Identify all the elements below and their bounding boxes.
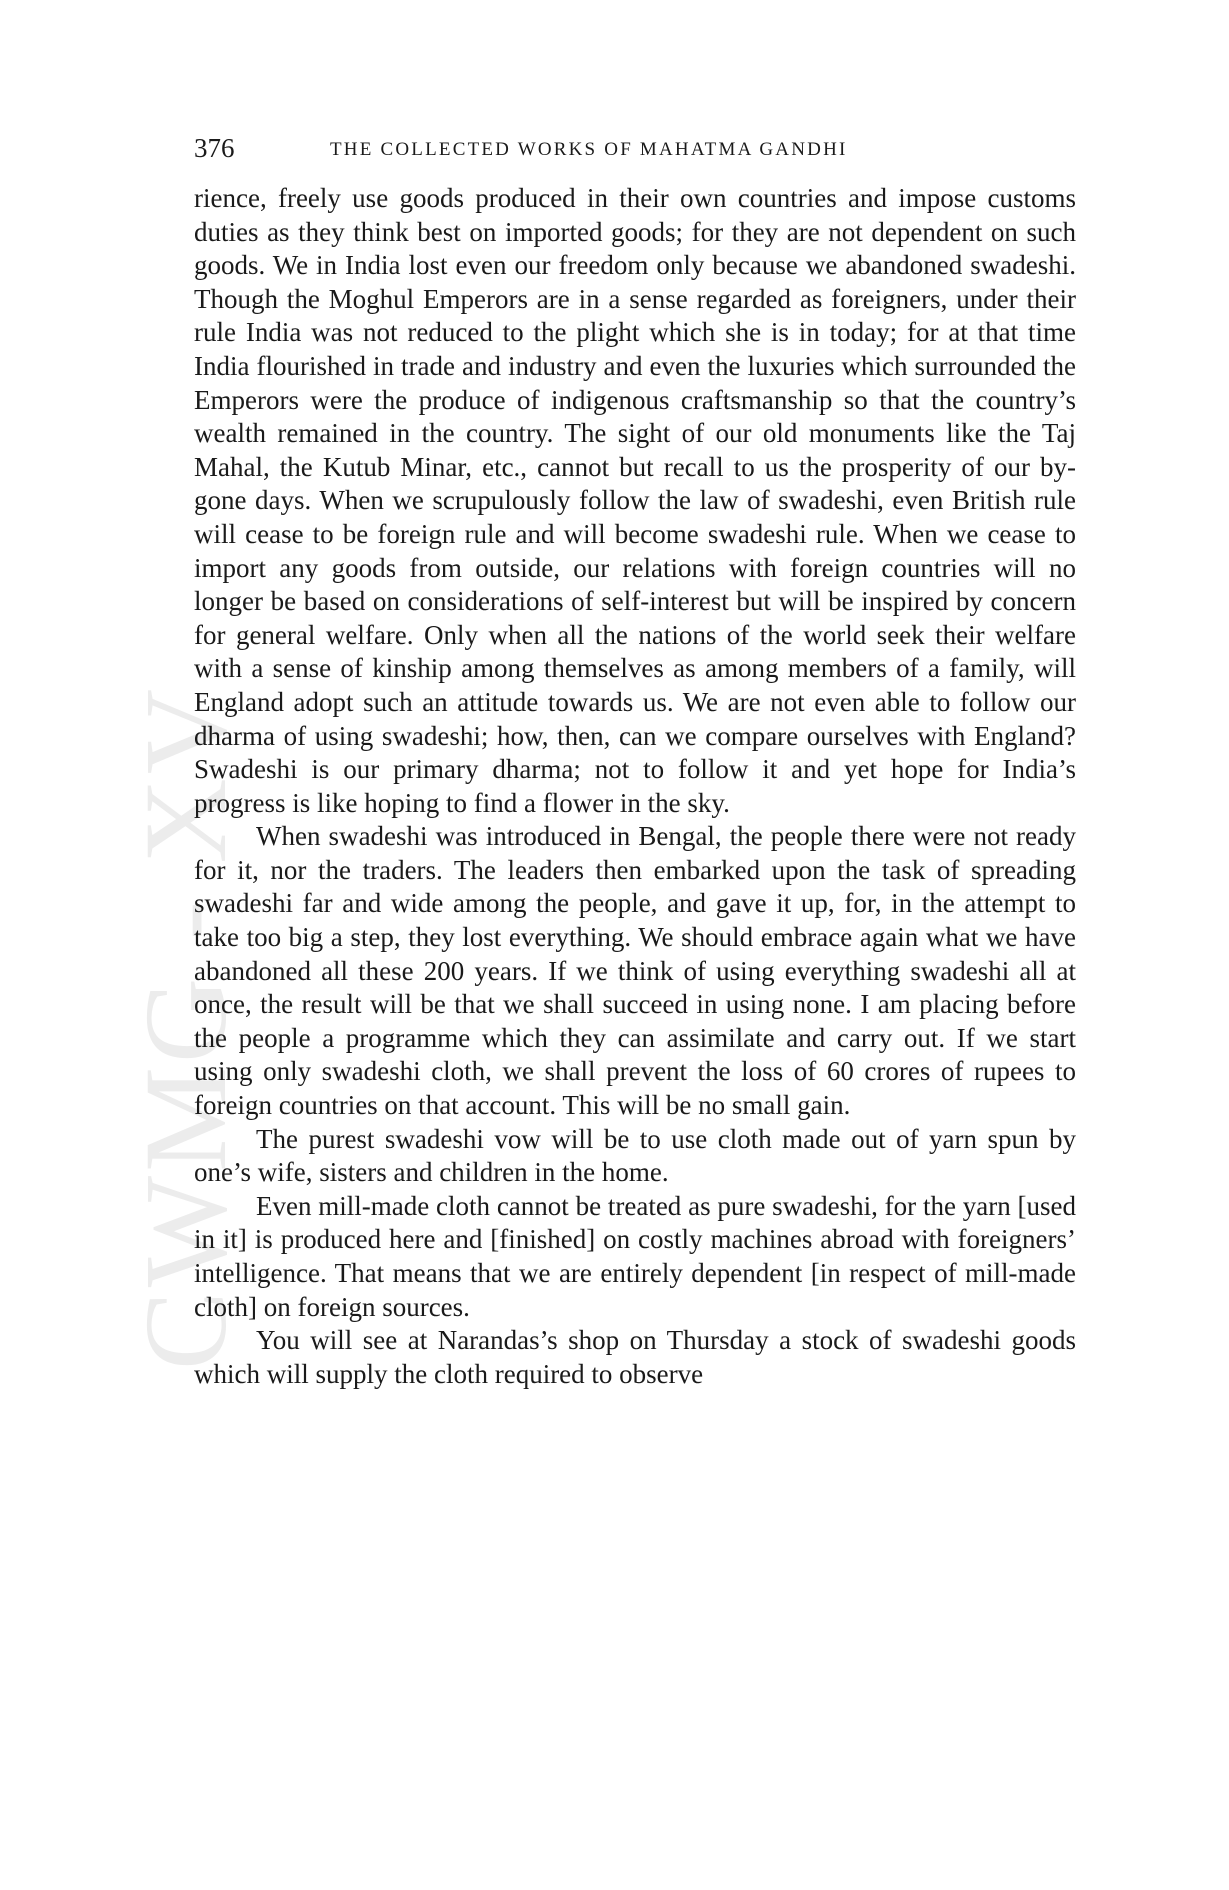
paragraph: Even mill-made cloth cannot be treated as pure swadeshi, for the yarn [used in it] is produced here and [finished] on costly machines abroad with foreigners’ intelligence. That means that we are entirely dependent [in respect of mill-made cloth] on foreign sources. [194,1190,1076,1322]
body-text [194,182,1076,1391]
running-title: THE COLLECTED WORKS OF MAHATMA GANDHI [330,139,848,160]
paragraph: You will see at Narandas’s shop on Thursday a stock of swadeshi goods which will supply the cloth required to observe [194,1325,1076,1389]
paragraph: The purest swadeshi vow will be to use cloth made out of yarn spun by one’s wife, sisters and children in the home. [194,1123,1076,1188]
paragraph: rience, freely use goods produced in their own countries and impose customs duties as they think best on imported goods; for they are not dependent on such goods. We in India lost even our freedom only because we abandoned swadeshi. Though the Moghul Emperors are in a sense regarded as foreigners, under their rule India was not reduced to the plight which she is in today; for at that time India flourished in trade and industry and even the luxuries which surrounded the Emperors were the produce of indigenous craftsmanship so that the country’s wealth remained in the country. The sight of our old monuments like the Taj Mahal, the Kutub Minar, etc., cannot but recall to us the prosperity of our by-gone days. When we scrupulously follow the law of swadeshi, even British rule will cease to be foreign rule and will become swadeshi rule. When we cease to import any goods from outside, our relations with foreign countries will no longer be based on considerations of self-interest but will be inspired by concern for general welfare. Only when all the nations of the world seek their welfare with a sense of kinship among themselves as among members of a family, will England adopt such an attitude towards us. We are not even able to follow our dharma of using swadeshi; how, then, can we compare ourselves with England? Swadeshi is our primary dharma; not to follow it and yet hope for India’s progress is like hoping to find a flower in the sky. [194,183,1076,818]
page-number: 376 [194,133,235,163]
paragraph: When swadeshi was introduced in Bengal, the people there were not ready for it, nor the traders. The leaders then embarked upon the task of spreading swadeshi far and wide among the people, and gave it up, for, in the attempt to take too big a step, they lost everything. We should embrace again what we have abandoned all these 200 years. If we think of using everything swadeshi all at once, the result will be that we shall succeed in using none. I am placing before the people a programme which they can assimilate and carry out. If we start using only swadeshi cloth, we shall prevent the loss of 60 crores of rupees to foreign countries on that account. This will be no small gain. [194,821,1076,1121]
watermark: CWMG - XV [120,685,251,1370]
page-header [194,130,1076,170]
